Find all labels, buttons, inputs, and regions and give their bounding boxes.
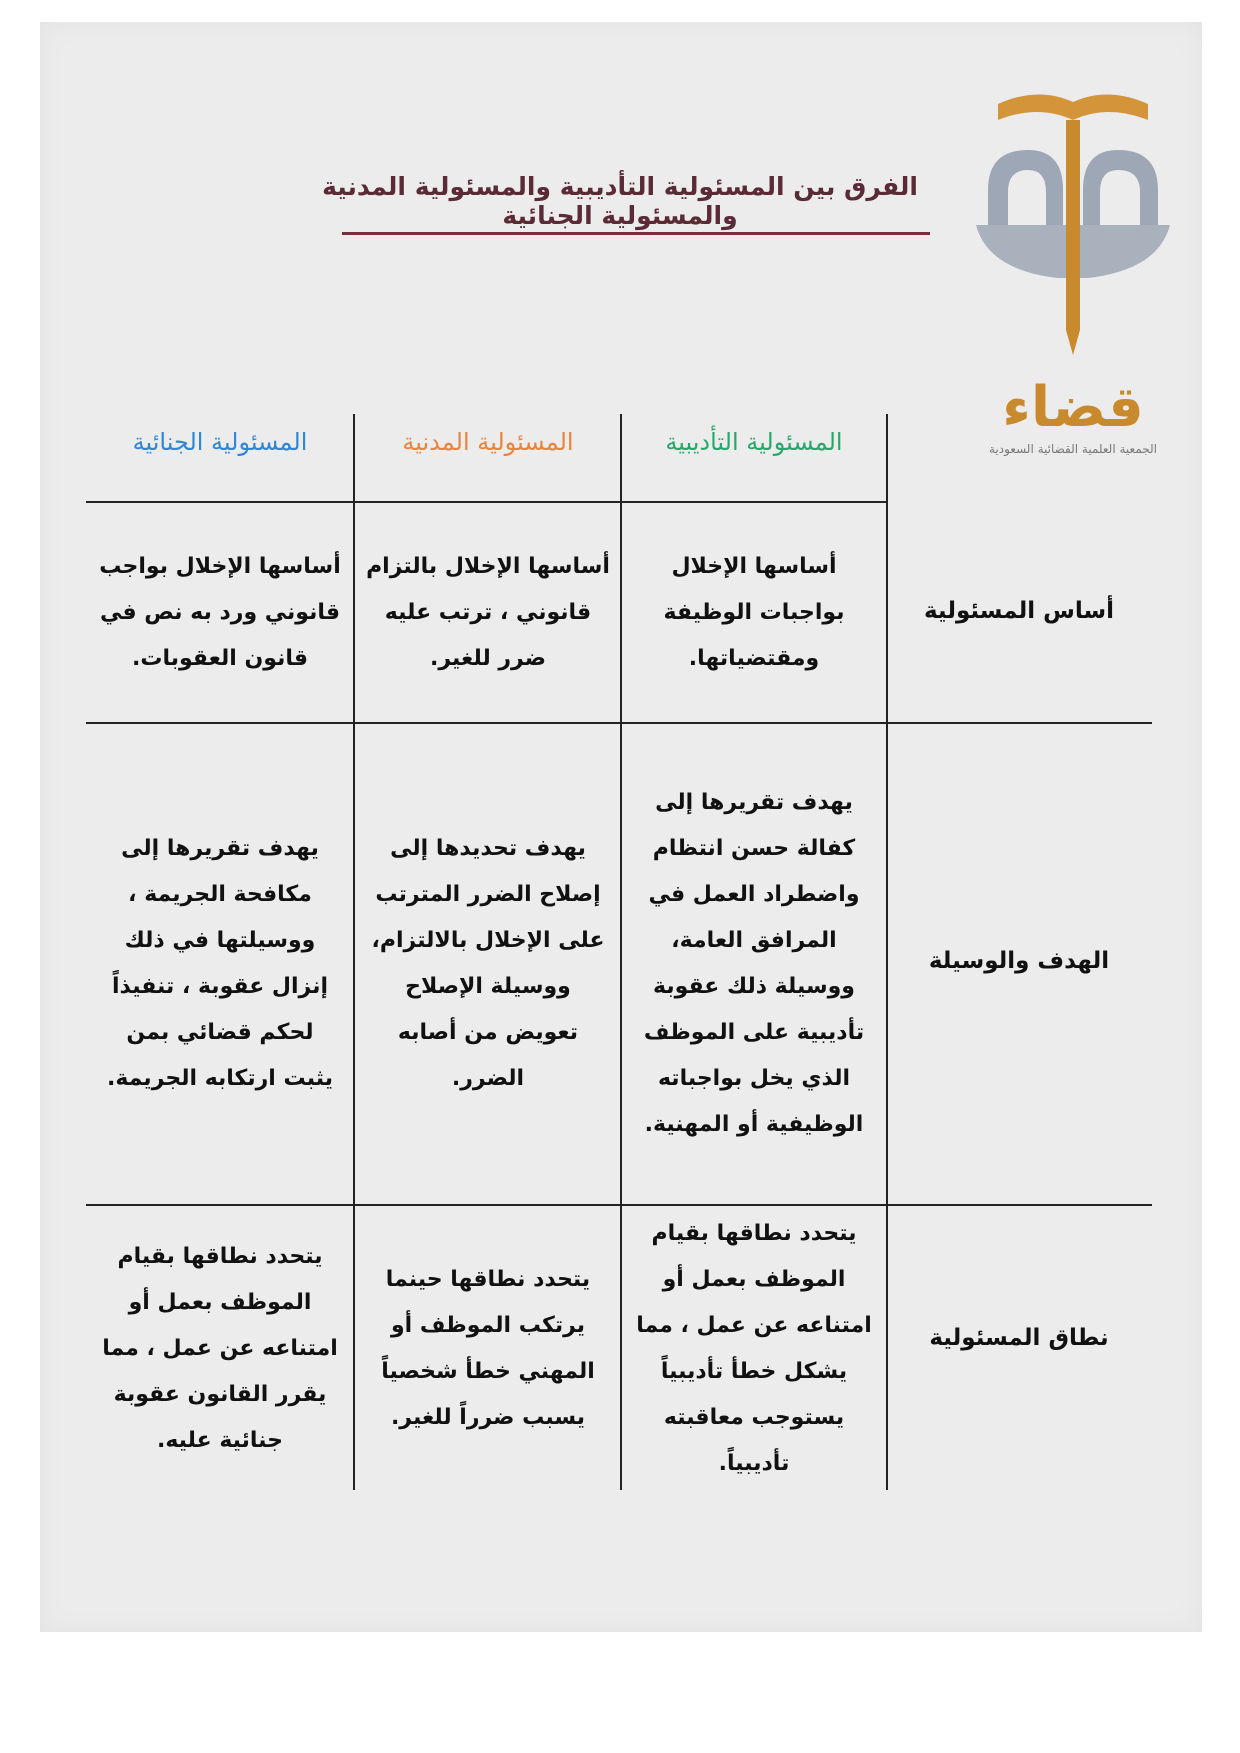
logo-emblem-icon — [968, 80, 1178, 420]
logo — [968, 80, 1178, 460]
table-cell: يتحدد نطاقها بقيام الموظف بعمل أو امتناعه عن عمل ، مما يقرر القانون عقوبة جنائية عليه. — [102, 1244, 338, 1453]
table-cell: يتحدد نطاقها حينما يرتكب الموظف أو المهني خطأ شخصياً يسبب ضرراً للغير. — [381, 1267, 595, 1430]
table-cell: يهدف تحديدها إلى إصلاح الضرر المترتب على الإخلال بالالتزام، ووسيلة الإصلاح تعويض من أصابه الضرر. — [371, 836, 605, 1091]
logo-wordmark: قضاء — [1002, 375, 1144, 440]
table-hline — [86, 722, 1152, 724]
table-hline — [86, 501, 888, 503]
logo-tagline: الجمعية العلمية القضائية السعودية — [988, 442, 1158, 456]
table-cell: أساسها الإخلال بواجبات الوظيفة ومقتضياتها. — [663, 553, 845, 671]
row-header-goal-means: الهدف والوسيلة — [928, 948, 1110, 974]
row-header-basis: أساس المسئولية — [923, 598, 1114, 624]
table-cell: يهدف تقريرها إلى مكافحة الجريمة ، ووسيلتها في ذلك إنزال عقوبة ، تنفيذاً لحكم قضائي بمن يثبت ارتكابه الجريمة. — [106, 836, 333, 1091]
row-header-scope: نطاق المسئولية — [929, 1325, 1109, 1351]
table-hline — [86, 1204, 1152, 1206]
table-cell: أساسها الإخلال بواجب قانوني ورد به نص في قانون العقوبات. — [99, 553, 341, 671]
column-header-criminal: المسئولية الجنائية — [132, 428, 308, 456]
table-cell: يتحدد نطاقها بقيام الموظف بعمل أو امتناعه عن عمل ، مما يشكل خطأ تأديبياً يستوجب معاقبته تأديبياً. — [636, 1221, 872, 1476]
table-vline — [620, 414, 622, 1490]
column-header-disciplinary: المسئولية التأديبية — [665, 428, 843, 456]
table-cell: يهدف تقريرها إلى كفالة حسن انتظام واضطراد العمل في المرافق العامة، ووسيلة ذلك عقوبة تأديبية على الموظف الذي يخل بواجباته الوظيفية أو المهنية. — [643, 790, 865, 1137]
page-title: الفرق بين المسئولية التأديبية والمسئولية المدنية والمسئولية الجنائية — [322, 172, 918, 230]
table-cell: أساسها الإخلال بالتزام قانوني ، ترتب عليه ضرر للغير. — [366, 553, 610, 671]
title-underline — [342, 232, 930, 235]
table-vline — [353, 414, 355, 1490]
column-header-civil: المسئولية المدنية — [402, 428, 574, 456]
